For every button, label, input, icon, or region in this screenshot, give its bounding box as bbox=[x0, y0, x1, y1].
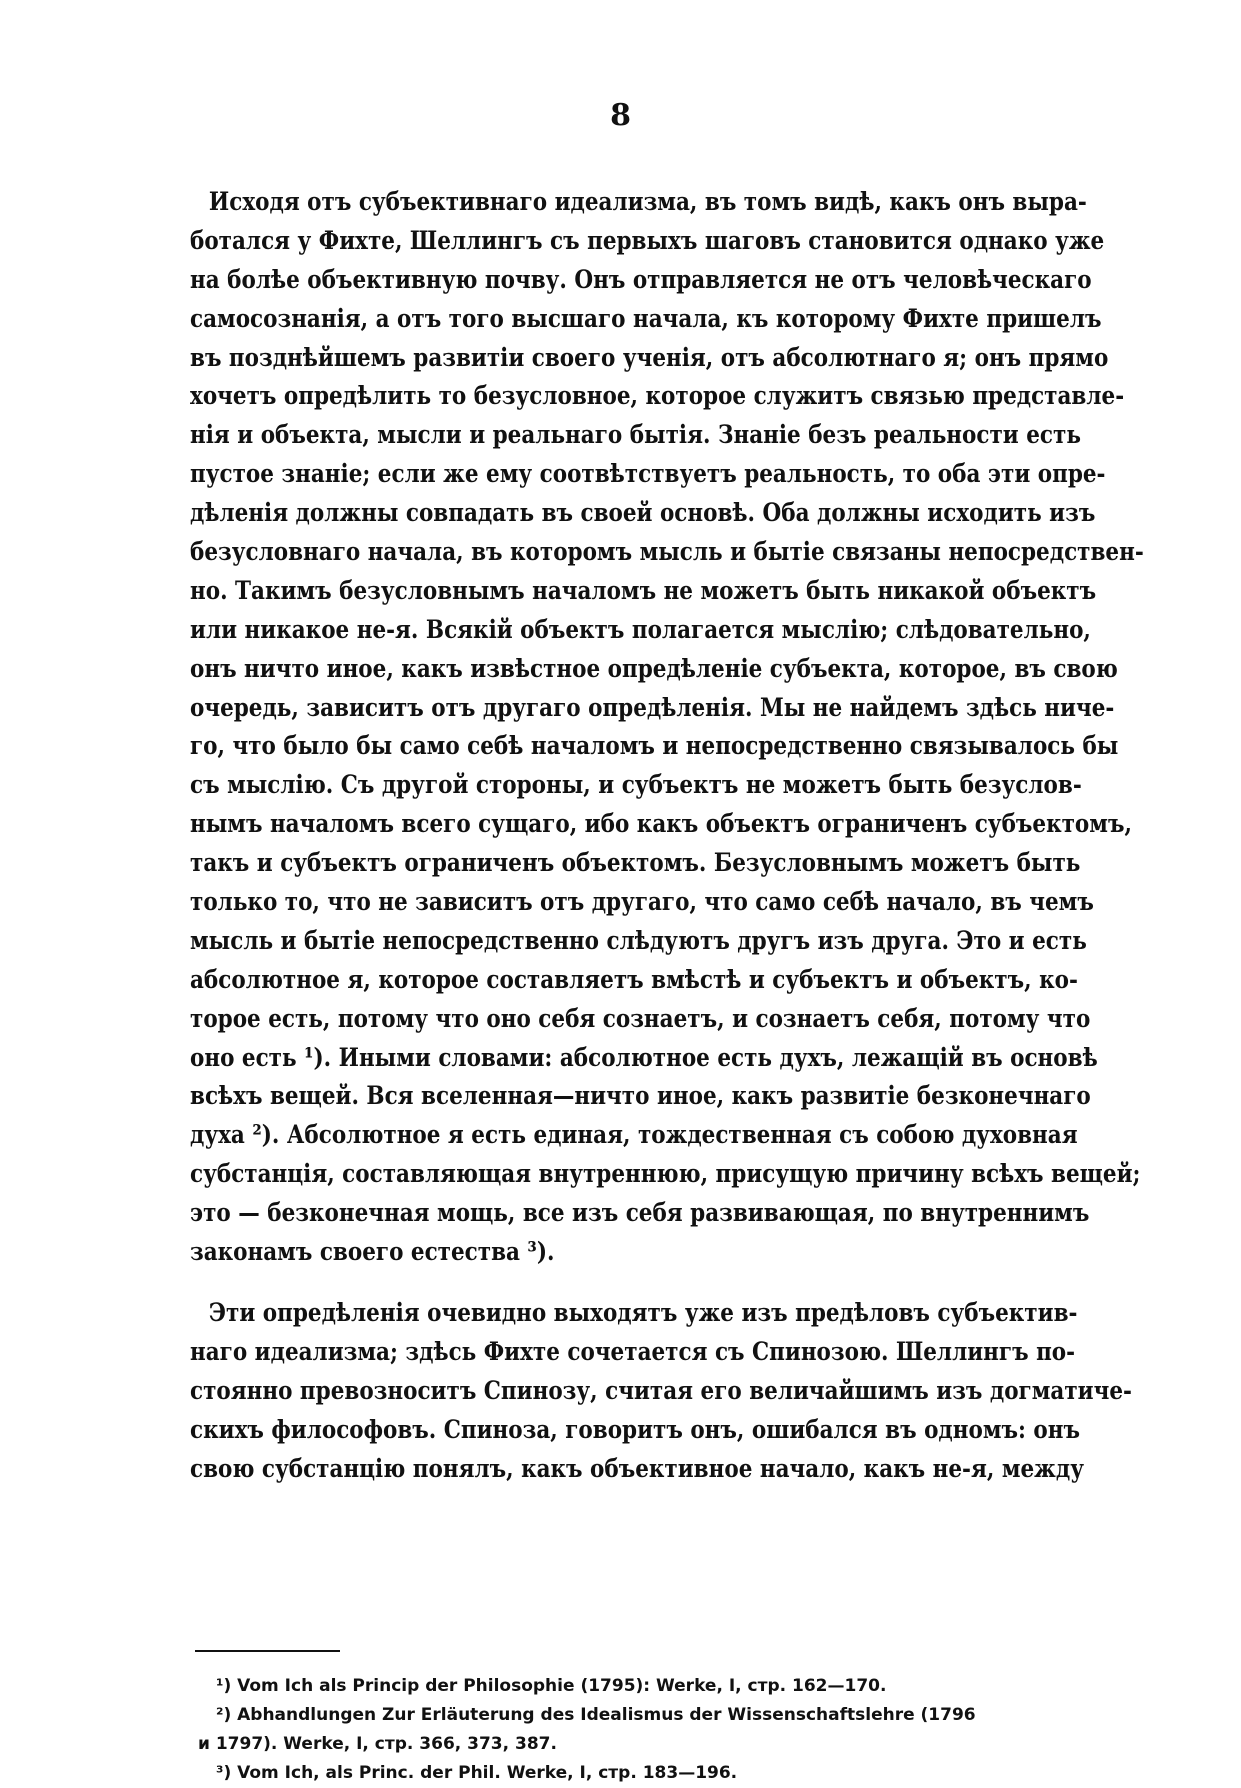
text-line: нія и объекта, мысли и реальнаго бытія. Знаніе безъ реальности есть bbox=[190, 420, 1081, 450]
text-line: торое есть, потому что оно себя сознаетъ, и сознаетъ себя, потому что bbox=[190, 1003, 1091, 1033]
footnote-2-continued: и 1797). Werke, I, стр. 366, 373, 387. bbox=[198, 1734, 557, 1754]
paragraph-2 bbox=[190, 1294, 1132, 1488]
footnote-divider bbox=[195, 1650, 340, 1652]
text-line: пустое знаніе; если же ему соотвѣтствуетъ реальность, то оба эти опре- bbox=[190, 459, 1106, 489]
text-line: Эти опредѣленія очевидно выходятъ уже изъ предѣловъ субъектив- bbox=[208, 1297, 1078, 1327]
text-line: Исходя отъ субъективнаго идеализма, въ томъ видѣ, какъ онъ выра- bbox=[208, 187, 1087, 216]
main-text bbox=[190, 183, 1144, 1488]
text-line: наго идеализма; здѣсь Фихте сочетается съ Спинозою. Шеллингъ по- bbox=[190, 1336, 1076, 1366]
footnotes bbox=[198, 1672, 1048, 1788]
text-line: на болѣе объективную почву. Онъ отправляется не отъ человѣческаго bbox=[190, 264, 1092, 294]
text-line: съ мыслію. Съ другой стороны, и субъектъ не можетъ быть безуслов- bbox=[190, 770, 1082, 800]
text-line: такъ и субъектъ ограниченъ объектомъ. Безусловнымъ можетъ быть bbox=[190, 848, 1081, 878]
text-line: всѣхъ вещей. Вся вселенная—ничто иное, какъ развитіе безконечнаго bbox=[190, 1081, 1091, 1111]
text-line: оно есть ¹). Иными словами: абсолютное есть духъ, лежащій въ основѣ bbox=[190, 1042, 1098, 1072]
text-line: стоянно превозноситъ Спинозу, считая его величайшимъ изъ догматиче- bbox=[190, 1375, 1132, 1405]
text-line: но. Такимъ безусловнымъ началомъ не можетъ быть никакой объектъ bbox=[190, 575, 1097, 605]
text-line: го, что было бы само себѣ началомъ и непосредственно связывалось бы bbox=[190, 731, 1119, 761]
text-line: очередь, зависитъ отъ другаго опредѣленія. Мы не найдемъ здѣсь ниче- bbox=[190, 692, 1115, 722]
footnote-2: ²) Abhandlungen Zur Erläuterung des Idealismus der Wissenschaftslehre (1796 bbox=[216, 1705, 976, 1725]
text-line: въ позднѣйшемъ развитіи своего ученія, отъ абсолютнаго я; онъ прямо bbox=[190, 342, 1109, 372]
text-line: самосознанія, а отъ того высшаго начала, къ которому Фихте пришелъ bbox=[190, 303, 1102, 333]
text-line: только то, что не зависитъ отъ другаго, что само себѣ начало, въ чемъ bbox=[190, 887, 1094, 917]
text-line: мысль и бытіе непосредственно слѣдуютъ другъ изъ друга. Это и есть bbox=[190, 925, 1087, 955]
text-line: нымъ началомъ всего сущаго, ибо какъ объектъ ограниченъ субъектомъ, bbox=[190, 809, 1132, 839]
footnote-1: ¹) Vom Ich als Princip der Philosophie (1795): Werke, I, стр. 162—170. bbox=[216, 1676, 887, 1696]
text-line: или никакое не-я. Всякій объектъ полагается мыслію; слѣдовательно, bbox=[190, 614, 1091, 644]
text-line: абсолютное я, которое составляетъ вмѣстѣ и субъектъ и объектъ, ко- bbox=[190, 964, 1078, 994]
footnote-3: ³) Vom Ich, als Princ. der Phil. Werke, I, стр. 183—196. bbox=[216, 1763, 738, 1783]
text-line: дѣленія должны совпадать въ своей основѣ. Оба должны исходить изъ bbox=[190, 498, 1096, 528]
text-line: это — безконечная мощь, все изъ себя развивающая, по внутреннимъ bbox=[190, 1198, 1090, 1228]
text-line: законамъ своего естества ³). bbox=[190, 1237, 555, 1267]
text-line: духа ²). Абсолютное я есть единая, тождественная съ собою духовная bbox=[190, 1120, 1078, 1150]
paragraph-1 bbox=[190, 183, 1144, 1272]
text-line: свою субстанцію понялъ, какъ объективное начало, какъ не-я, между bbox=[190, 1453, 1084, 1483]
text-line: субстанція, составляющая внутреннюю, присущую причину всѣхъ вещей; bbox=[190, 1159, 1141, 1189]
text-line: скихъ философовъ. Спиноза, говоритъ онъ, ошибался въ одномъ: онъ bbox=[190, 1414, 1080, 1444]
text-line: онъ ничто иное, какъ извѣстное опредѣленіе субъекта, которое, въ свою bbox=[190, 653, 1118, 683]
text-line: хочетъ опредѣлить то безусловное, которое служитъ связью представле- bbox=[190, 381, 1125, 411]
paragraph-gap bbox=[190, 1272, 1045, 1294]
text-line: безусловнаго начала, въ которомъ мысль и бытіе связаны непосредствен- bbox=[190, 537, 1144, 567]
page-number: 8 bbox=[610, 98, 631, 133]
text-line: ботался у Фихте, Шеллингъ съ первыхъ шаговъ становится однако уже bbox=[190, 225, 1105, 255]
